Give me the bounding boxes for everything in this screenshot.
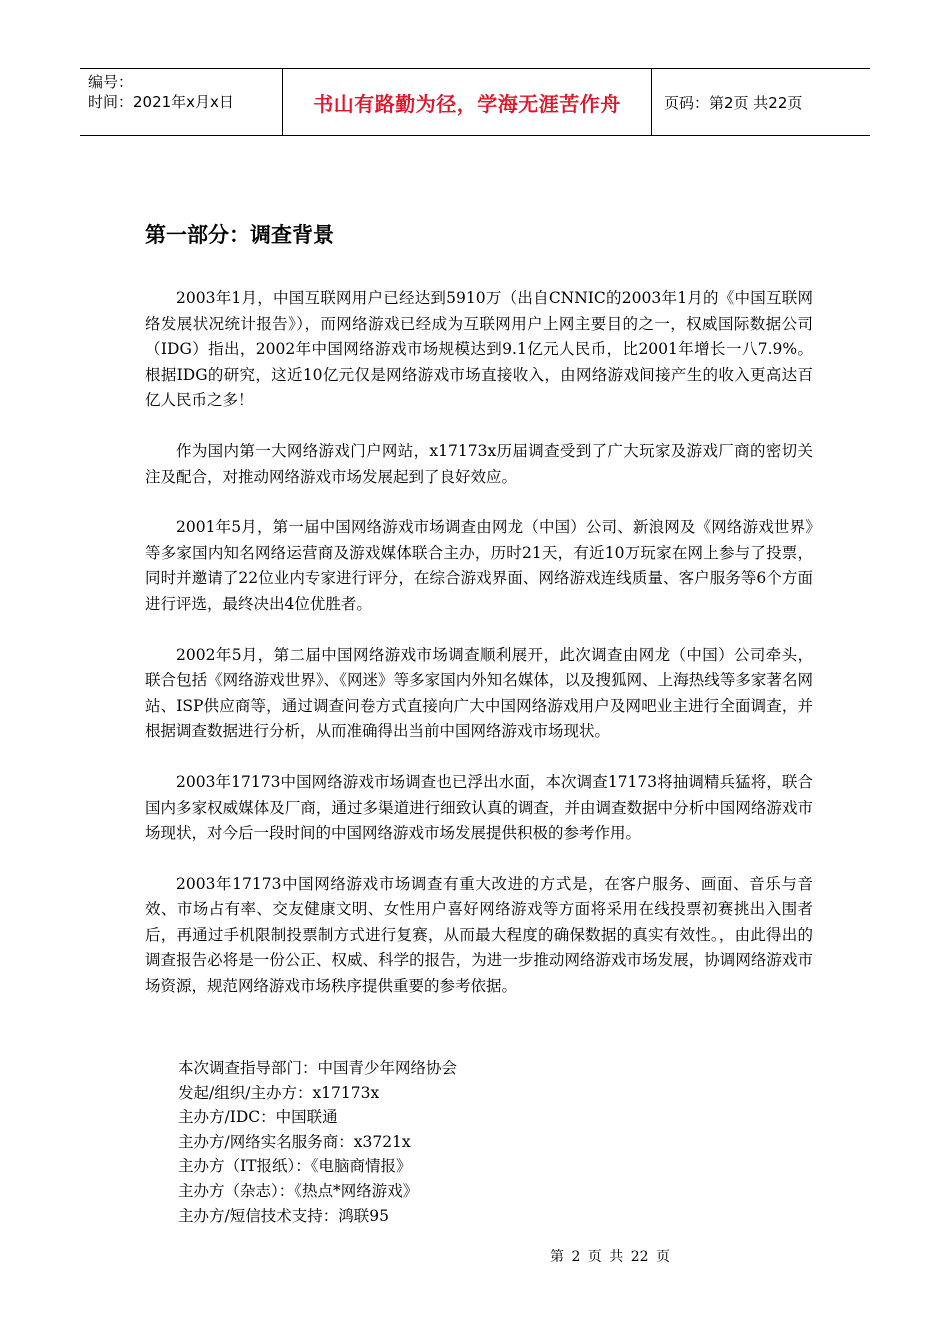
page-footer	[0, 1246, 950, 1266]
sponsor-line: 主办方/网络实名服务商：x3721x	[178, 1132, 411, 1151]
paragraph: 作为国内第一大网络游戏门户网站，x17173x历届调查受到了广大玩家及游戏厂商的密切关注及配合，对推动网络游戏市场发展起到了良好效应。	[145, 441, 813, 486]
header-motto: 书山有路勤为径，学海无涯苦作舟	[282, 69, 652, 135]
header-meta	[80, 69, 282, 135]
number-label: 编号：	[88, 73, 134, 91]
sponsor-list	[178, 1056, 457, 1228]
sponsor-line: 本次调查指导部门：中国青少年网络协会	[178, 1059, 458, 1077]
paragraph: 2003年1月，中国互联网用户已经达到5910万（出自CNNIC的2003年1月的《中国互联网络发展状况统计报告》），而网络游戏已经成为互联网用户上网主要目的之一，权威国际数据公司（IDG）指出，2002年中国网络游戏市场规模达到9.1亿元人民币，比2001年增长一八7.9%。根据IDG的研究，这近10亿元仅是网络游戏市场直接收入，由网络游戏间接产生的收入更高达百亿人民币之多！	[145, 289, 813, 410]
body-text	[145, 286, 813, 1025]
footer-page-number: 第 2 页 共 22 页	[550, 1249, 670, 1265]
time-label: 时间：2021年x月x日	[88, 93, 234, 111]
paragraph: 2003年17173中国网络游戏市场调查有重大改进的方式是，在客户服务、画面、音乐与音效、市场占有率、交友健康文明、女性用户喜好网络游戏等方面将采用在线投票初赛挑出入围者后，再通过手机限制投票制方式进行复赛，从而最大程度的确保数据的真实有效性。，由此得出的调查报告必将是一份公正、权威、科学的报告，为进一步推动网络游戏市场发展，协调网络游戏市场资源，规范网络游戏市场秩序提供重要的参考依据。	[145, 874, 813, 996]
page-header	[80, 68, 870, 136]
sponsor-line: 发起/组织/主办方：x17173x	[178, 1083, 380, 1102]
sponsor-line: 主办方/IDC：中国联通	[178, 1108, 338, 1127]
sponsor-line: 主办方/短信技术支持：鸿联95	[178, 1206, 389, 1225]
paragraph: 2003年17173中国网络游戏市场调查也已浮出水面，本次调查17173将抽调精兵猛将，联合国内多家权威媒体及厂商，通过多渠道进行细致认真的调查，并由调查数据中分析中国网络游戏市场现状，对今后一段时间的中国网络游戏市场发展提供积极的参考作用。	[145, 772, 813, 843]
paragraph: 2001年5月，第一届中国网络游戏市场调查由网龙（中国）公司、新浪网及《网络游戏世界》等多家国内知名网络运营商及游戏媒体联合主办，历时21天，有近10万玩家在网上参与了投票，同时并邀请了22位业内专家进行评分，在综合游戏界面、网络游戏连线质量、客户服务等6个方面进行评选，最终决出4位优胜者。	[145, 518, 813, 613]
sponsor-line: 主办方（杂志）：《热点*网络游戏》	[178, 1181, 419, 1200]
sponsor-line: 主办方（IT报纸）：《电脑商情报》	[178, 1157, 412, 1176]
paragraph: 2002年5月，第二届中国网络游戏市场调查顺利展开，此次调查由网龙（中国）公司牵头，联合包括《网络游戏世界》、《网迷》等多家国内外知名媒体，以及搜狐网、上海热线等多家著名网站、ISP供应商等，通过调查问卷方式直接向广大中国网络游戏用户及网吧业主进行全面调查，并根据调查数据进行分析，从而准确得出当前中国网络游戏市场现状。	[145, 645, 813, 741]
header-page-info: 页码：第2页 共22页	[664, 93, 803, 112]
section-title: 第一部分：调查背景	[145, 223, 334, 247]
